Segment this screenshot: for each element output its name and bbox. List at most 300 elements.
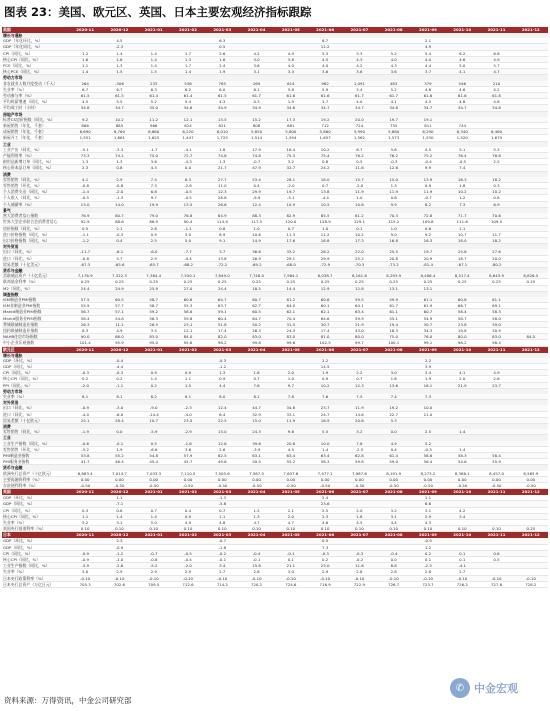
indicator-label: 失业率（%）	[2, 394, 68, 400]
value-cell: 1.5	[137, 69, 171, 75]
value-cell: -0.10	[205, 575, 239, 581]
value-cell: -0.50	[445, 483, 479, 489]
value-cell: 34.3	[411, 327, 445, 333]
value-cell: 0.4	[102, 237, 136, 243]
value-cell: 866	[68, 123, 102, 129]
value-cell: 80.0	[342, 334, 376, 340]
value-cell: 64.0	[274, 303, 308, 309]
value-cell: 60.5	[102, 297, 136, 303]
value-cell: 11.6	[342, 563, 376, 569]
value-cell: 34.7	[342, 105, 376, 111]
value-cell: 19.1	[411, 117, 445, 123]
column-header: 2021-03	[205, 27, 239, 33]
value-cell: 1.5	[171, 382, 205, 388]
value-cell: 100.1	[377, 340, 411, 346]
value-cell: 7,964.1	[274, 273, 308, 279]
value-cell: 0.10	[239, 526, 273, 532]
value-cell: 59.8	[171, 315, 205, 321]
value-cell: 0.25	[445, 279, 479, 285]
value-cell: 19.7	[377, 117, 411, 123]
column-header: 2021-08	[377, 532, 411, 539]
value-cell: 1.9	[205, 69, 239, 75]
value-cell: 20.0	[479, 255, 513, 261]
value-cell: 536	[171, 81, 205, 87]
indicator-label: 核心资本品订单（同比，%）	[2, 165, 68, 171]
value-cell: -0.9	[102, 544, 136, 550]
indicator-label: 贸易差额（十亿美元）	[2, 261, 68, 267]
section-label: 增长与通胀	[2, 33, 548, 38]
indicator-label: 贸易差额（十亿欧元）	[2, 417, 68, 423]
value-cell: 61.8	[479, 93, 513, 99]
value-cell: 26.6	[205, 201, 239, 207]
value-cell: 5,850	[239, 129, 273, 135]
value-cell: 14.5	[308, 363, 342, 369]
value-cell: 2.8	[239, 569, 273, 575]
value-cell: 9.7	[137, 195, 171, 201]
column-header: 2021-03	[205, 489, 239, 496]
value-cell: 0.8	[377, 195, 411, 201]
value-cell: 7,849.0	[205, 273, 239, 279]
value-cell: 2.3	[68, 165, 102, 171]
value-cell: -3.9	[239, 446, 273, 452]
value-cell: -1.6	[171, 441, 205, 447]
value-cell: 8,826.5	[514, 273, 548, 279]
value-cell: 705.3	[68, 581, 102, 587]
value-cell: 75.2	[411, 153, 445, 159]
value-cell: 6.1	[239, 86, 273, 92]
value-cell: 0.7	[274, 225, 308, 231]
value-cell: 0.25	[411, 279, 445, 285]
value-cell: 2.4	[205, 63, 239, 69]
value-cell: 26.9	[239, 255, 273, 261]
section-label: 对外贸易	[2, 400, 548, 406]
value-cell: 6,340	[445, 129, 479, 135]
indicator-label: 劳动参与率（%）	[2, 93, 68, 99]
indicator-label: 欧洲央行总资产（十亿欧元）	[2, 471, 68, 477]
value-cell: 23.0	[308, 563, 342, 569]
value-cell: 80.0	[445, 334, 479, 340]
value-cell: -0.3	[308, 550, 342, 556]
value-cell: 34.8	[479, 105, 513, 111]
value-cell: 0.4	[171, 507, 205, 513]
value-cell: 2.0	[274, 513, 308, 519]
value-cell: 59.2	[137, 309, 171, 315]
value-cell: 7,364.4	[137, 273, 171, 279]
value-cell: 29.1	[274, 255, 308, 261]
value-cell: 50.5	[239, 459, 273, 465]
value-cell: -5.2	[137, 563, 171, 569]
value-cell: 58.4	[445, 309, 479, 315]
value-cell: 15.8	[239, 563, 273, 569]
value-cell: 5.0	[137, 520, 171, 526]
column-header: 2021-07	[342, 27, 376, 33]
value-cell: -1.2	[68, 237, 102, 243]
value-cell: -0.4	[171, 557, 205, 563]
value-cell: 21.0	[411, 411, 445, 417]
value-cell: 64.1	[342, 303, 376, 309]
value-cell: 1.4	[68, 69, 102, 75]
value-cell: -0.1	[274, 550, 308, 556]
value-cell: 4.5	[274, 446, 308, 452]
indicator-label: GDP（同比，%）	[2, 363, 68, 369]
value-cell: -0.7	[137, 550, 171, 556]
value-cell: 3.7	[308, 99, 342, 105]
column-header: 2021-05	[274, 27, 308, 33]
value-cell: 23.5	[171, 417, 205, 423]
value-cell: -3.9	[68, 563, 102, 569]
value-cell: 82.9	[274, 213, 308, 219]
value-cell: 0.5	[308, 538, 342, 544]
value-cell: 3.4	[205, 563, 239, 569]
value-cell: 7,550.1	[171, 273, 205, 279]
value-cell: -1.7	[137, 147, 171, 153]
indicator-label: Markit制造业PMI指数	[2, 309, 68, 315]
value-cell: 54.8	[137, 453, 171, 459]
value-cell: 7,587.5	[239, 471, 273, 477]
value-cell: 7.5	[342, 394, 376, 400]
section-label: 调查指数	[2, 291, 548, 297]
value-cell: 720.2	[239, 581, 273, 587]
value-cell: 75.0	[377, 334, 411, 340]
value-cell: 2.6	[205, 446, 239, 452]
value-cell: 724	[342, 123, 376, 129]
value-cell: 4.0	[377, 56, 411, 62]
indicator-label: 房价指数（同比，%）	[2, 225, 68, 231]
value-cell: 58.3	[445, 453, 479, 459]
value-cell: 4.5	[68, 99, 102, 105]
value-cell: 3.6	[308, 69, 342, 75]
value-cell: 61.7	[342, 93, 376, 99]
value-cell: 3.0	[274, 569, 308, 575]
section-label: 消费	[2, 424, 548, 430]
value-cell: 7.6	[239, 382, 273, 388]
section-label: 工业	[2, 141, 548, 147]
section-label: 景气	[2, 207, 548, 213]
value-cell: 85.5	[308, 213, 342, 219]
value-cell: 4.5	[102, 38, 136, 44]
value-cell: 95.0	[137, 340, 171, 346]
value-cell: 2.8	[342, 569, 376, 575]
value-cell: 744	[445, 123, 479, 129]
value-cell: 5.4	[342, 86, 376, 92]
value-cell: -7.7	[171, 249, 205, 255]
value-cell: 1.9	[411, 376, 445, 382]
value-cell: 9.0	[377, 231, 411, 237]
value-cell: 4.6	[445, 86, 479, 92]
value-cell: 1.7	[171, 50, 205, 56]
value-cell: 10.2	[342, 231, 376, 237]
value-cell: 0.00	[171, 476, 205, 482]
value-cell: 546	[445, 81, 479, 87]
column-header: 2021-06	[308, 489, 342, 496]
value-cell: 99.6	[274, 340, 308, 346]
value-cell: 1.4	[171, 69, 205, 75]
value-cell: 264	[68, 81, 102, 87]
value-cell: 4.0	[274, 63, 308, 69]
value-cell: 1.0	[377, 225, 411, 231]
column-header: 2020-12	[102, 27, 136, 33]
value-cell: 61.9	[411, 303, 445, 309]
column-header: 2021-02	[171, 346, 205, 353]
value-cell: 18.0	[308, 177, 342, 183]
value-cell: 4.7	[239, 520, 273, 526]
wechat-icon: ✆	[450, 678, 470, 698]
value-cell: 1.3	[102, 63, 136, 69]
value-cell: 4.9	[171, 520, 205, 526]
value-cell: 5,880	[377, 129, 411, 135]
value-cell: 109.8	[411, 219, 445, 225]
value-cell: -4.0	[171, 411, 205, 417]
value-cell: 4.8	[411, 86, 445, 92]
value-cell: 115.2	[377, 219, 411, 225]
column-header: 2021-11	[479, 489, 513, 496]
column-header: 2021-12	[514, 346, 548, 353]
value-cell: 13.6	[377, 382, 411, 388]
value-cell: 55.2	[274, 459, 308, 465]
value-cell: 61.4	[377, 453, 411, 459]
column-header: 2021-09	[411, 346, 445, 353]
value-cell: 3.6	[377, 69, 411, 75]
value-cell: -81.4	[411, 261, 445, 267]
value-cell: -2.0	[102, 189, 136, 195]
value-cell: 0.25	[514, 279, 548, 285]
value-cell: 1.4	[445, 446, 479, 452]
value-cell: 681	[274, 123, 308, 129]
value-cell: 11.2	[308, 231, 342, 237]
value-cell: 62.5	[205, 453, 239, 459]
column-header: 2021-10	[445, 489, 479, 496]
value-cell: -0.4	[411, 159, 445, 165]
value-cell: 7,014.7	[102, 471, 136, 477]
value-cell: 76.2	[377, 153, 411, 159]
value-cell: 19.2	[377, 405, 411, 411]
value-cell: 33.2	[274, 249, 308, 255]
value-cell: 75.4	[308, 153, 342, 159]
value-cell: 7.3	[411, 394, 445, 400]
value-cell: 9.2	[411, 231, 445, 237]
value-cell: -0.3	[342, 550, 376, 556]
indicator-label: 核心CPI（同比，%）	[2, 56, 68, 62]
source-note: 资料来源：万得资讯，中金公司研究部	[4, 696, 132, 705]
value-cell: 61.1	[377, 309, 411, 315]
value-cell: 19.9	[137, 201, 171, 207]
value-cell: 7,977.1	[308, 471, 342, 477]
value-cell: -0.7	[411, 195, 445, 201]
value-cell: 8,457.0	[479, 471, 513, 477]
value-cell: 8,517.4	[445, 273, 479, 279]
value-cell: 14.4	[274, 285, 308, 291]
value-cell: 1.4	[137, 63, 171, 69]
value-cell: 25.5	[377, 249, 411, 255]
value-cell: 30.7	[308, 321, 342, 327]
indicator-label: 工业产出（同比，%）	[2, 147, 68, 153]
value-cell: 33.1	[274, 411, 308, 417]
column-header: 2021-01	[137, 27, 171, 33]
value-cell: -65.6	[102, 261, 136, 267]
value-cell: 962	[308, 81, 342, 87]
indicator-label: CPI（同比，%）	[2, 507, 68, 513]
indicator-label: 出口价格指数（同比，%）	[2, 237, 68, 243]
value-cell: 61.1	[411, 297, 445, 303]
value-cell: 2.8	[137, 225, 171, 231]
value-cell: 2.2	[342, 370, 376, 376]
value-cell: -0.5	[445, 159, 479, 165]
indicator-label: GDP（环比，%）	[2, 538, 68, 544]
value-cell: 1.4	[137, 50, 171, 56]
value-cell: 11.2	[137, 117, 171, 123]
indicator-label: 纽约联储制造业指数	[2, 327, 68, 333]
value-cell: 0.3	[479, 183, 513, 189]
value-cell: 4.9	[274, 50, 308, 56]
value-cell: 4.9	[479, 370, 513, 376]
value-cell: -0.3	[102, 370, 136, 376]
value-cell: 45.7	[171, 459, 205, 465]
value-cell: 88.3	[239, 213, 273, 219]
value-cell: 32.7	[274, 165, 308, 171]
indicator-label: M2（同比，%）	[2, 285, 68, 291]
value-cell: -0.3	[377, 159, 411, 165]
value-cell: 4.2	[342, 63, 376, 69]
value-cell: 4.6	[308, 520, 342, 526]
value-cell: 4.9	[411, 44, 445, 50]
value-cell: 709.5	[137, 581, 171, 587]
value-cell: 49.6	[205, 459, 239, 465]
value-cell: 3.6	[342, 69, 376, 75]
value-cell: 3.7	[411, 69, 445, 75]
column-header: 2021-10	[445, 346, 479, 353]
value-cell: -2.8	[171, 183, 205, 189]
value-cell: -68.2	[171, 261, 205, 267]
value-cell: 1.6	[68, 56, 102, 62]
value-cell: 0.1	[274, 557, 308, 563]
value-cell: 5.7	[102, 255, 136, 261]
value-cell: 735	[377, 123, 411, 129]
value-cell: -9.9	[239, 195, 273, 201]
column-header: 2021-11	[479, 532, 513, 539]
value-cell: -1.3	[205, 495, 239, 501]
value-cell: 1,562	[342, 135, 376, 141]
value-cell: -0.5	[171, 195, 205, 201]
value-cell: -0.50	[171, 483, 205, 489]
indicator-label: 核心CPI（同比，%）	[2, 513, 68, 519]
value-cell: 8.2	[411, 201, 445, 207]
value-cell: 0.7	[308, 183, 342, 189]
value-cell: 0.25	[479, 279, 513, 285]
column-header: 2021-01	[137, 532, 171, 539]
value-cell: 4.8	[205, 520, 239, 526]
value-cell: 0.0	[171, 165, 205, 171]
value-cell: 88.6	[102, 219, 136, 225]
value-cell: 0.2	[308, 557, 342, 563]
value-cell: 25.9	[137, 285, 171, 291]
value-cell: 10.5	[308, 201, 342, 207]
value-cell: 1.1	[68, 63, 102, 69]
value-cell: 722.9	[342, 581, 376, 587]
value-cell: -0.6	[68, 441, 102, 447]
value-cell: 1.1	[411, 495, 445, 501]
value-cell: 1,530	[411, 135, 445, 141]
value-cell: -3.3	[102, 147, 136, 153]
value-cell: 9.9	[377, 201, 411, 207]
value-cell: 60.4	[205, 315, 239, 321]
value-cell: 10.6	[239, 231, 273, 237]
value-cell: 3.4	[274, 69, 308, 75]
value-cell: -0.8	[102, 183, 136, 189]
value-cell: 0.6	[411, 225, 445, 231]
column-header: 2021-01	[137, 346, 171, 353]
value-cell: 2.7	[205, 569, 239, 575]
value-cell: 0.9	[137, 370, 171, 376]
value-cell: 10.6	[342, 201, 376, 207]
value-cell: 1.8	[445, 183, 479, 189]
value-cell: 56.7	[68, 309, 102, 315]
value-cell: 58.3	[308, 459, 342, 465]
value-cell: 76.0	[411, 334, 445, 340]
indicator-label: 工业生产指数（同比，%）	[2, 563, 68, 569]
value-cell: 6,690	[68, 129, 102, 135]
value-cell: 12.3	[205, 189, 239, 195]
value-cell: 61.7	[377, 303, 411, 309]
value-cell: 0.3	[68, 507, 102, 513]
indicator-label: GDP（同比，%）	[2, 544, 68, 550]
value-cell: 61.1	[479, 297, 513, 303]
value-cell: 5.2	[377, 50, 411, 56]
value-cell: -67.3	[68, 261, 102, 267]
value-cell: 62.1	[308, 309, 342, 315]
value-cell: -0.9	[411, 538, 445, 544]
value-cell: -0.50	[68, 483, 102, 489]
value-cell: 269	[239, 81, 273, 87]
value-cell: 74.1	[102, 153, 136, 159]
value-cell: 19.8	[445, 327, 479, 333]
indicator-label: CPI（同比，%）	[2, 550, 68, 556]
value-cell: 1.3	[377, 183, 411, 189]
value-cell: 53.4	[239, 177, 273, 183]
value-cell: -0.3	[411, 446, 445, 452]
value-cell: 1.6	[205, 56, 239, 62]
value-cell: 63.4	[274, 453, 308, 459]
value-cell: 0.7	[137, 507, 171, 513]
indicator-label: GDP（环比，%）	[2, 358, 68, 364]
value-cell: -306	[102, 81, 136, 87]
value-cell: 16.3	[411, 237, 445, 243]
value-cell: 0.00	[205, 476, 239, 482]
value-cell: 8,293.9	[377, 273, 411, 279]
value-cell: 15.0	[239, 417, 273, 423]
column-header: 2021-08	[377, 489, 411, 496]
value-cell: 55.9	[479, 459, 513, 465]
value-cell: 60.8	[171, 297, 205, 303]
value-cell: -0.7	[205, 538, 239, 544]
value-cell: 0.9	[137, 231, 171, 237]
value-cell: 80.7	[102, 213, 136, 219]
value-cell: 13.0	[205, 429, 239, 435]
value-cell: 2.5	[479, 159, 513, 165]
value-cell: -0.3	[102, 231, 136, 237]
indicator-label: GDP（同比，%）	[2, 501, 68, 507]
value-cell: 2.3	[308, 513, 342, 519]
value-cell: 72.8	[411, 213, 445, 219]
value-cell: 0.6	[479, 550, 513, 556]
value-cell: 0.00	[274, 476, 308, 482]
value-cell: 83.0	[137, 334, 171, 340]
value-cell: 10.7	[445, 231, 479, 237]
section-label: 对外贸易	[2, 244, 548, 250]
value-cell: 3.2	[274, 159, 308, 165]
value-cell: 6.8	[137, 189, 171, 195]
value-cell: 0.25	[514, 526, 548, 532]
value-cell: 1,514	[239, 135, 273, 141]
